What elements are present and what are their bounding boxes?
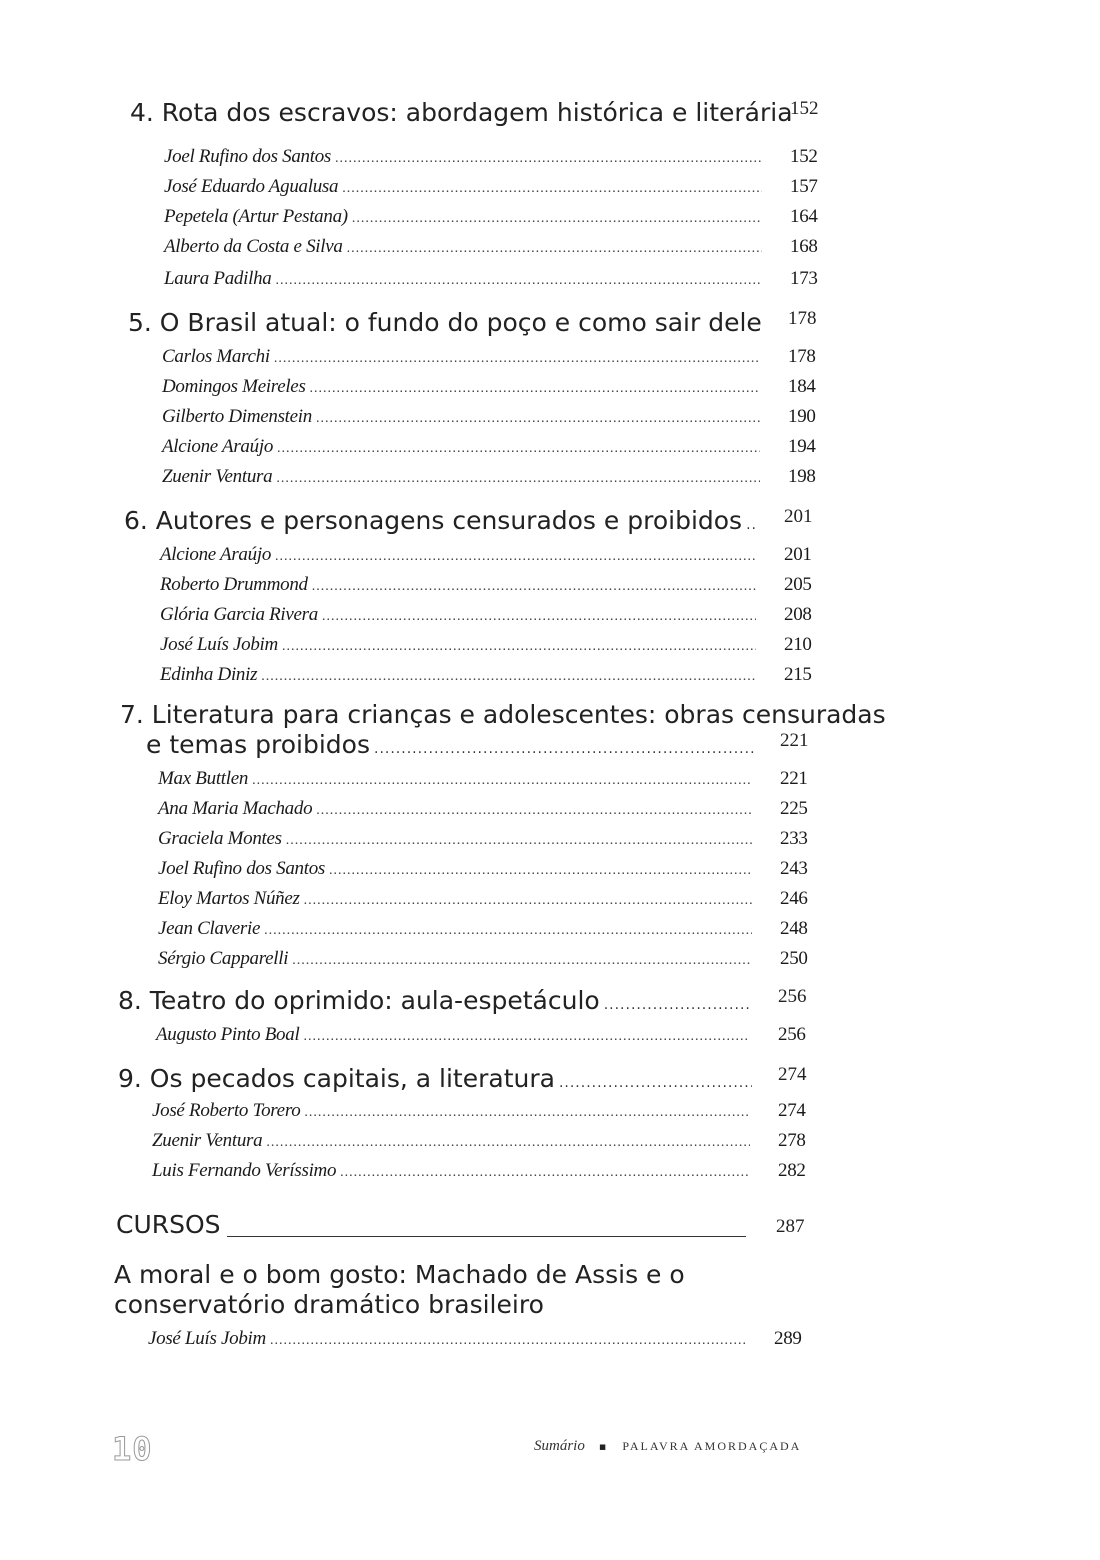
page-number: 208 <box>784 604 812 625</box>
section-title: 6. Autores e personagens censurados e proibidos <box>124 506 743 535</box>
author-name: Glória Garcia Rivera <box>160 604 318 625</box>
page-number: 248 <box>780 918 808 939</box>
dot-leader <box>322 609 756 625</box>
page-number: 201 <box>784 506 813 527</box>
page-number: 274 <box>778 1064 807 1085</box>
toc-author-entry[interactable] <box>152 1100 806 1122</box>
toc-author-entry[interactable] <box>160 544 812 566</box>
dot-leader <box>303 1029 750 1045</box>
author-name: Alcione Araújo <box>160 544 272 565</box>
page-number: 250 <box>780 948 808 969</box>
page-number: 201 <box>784 544 812 565</box>
author-name: José Roberto Torero <box>152 1100 301 1121</box>
toc-author-entry[interactable] <box>156 1024 806 1046</box>
author-name: Gilberto Dimenstein <box>162 406 312 427</box>
toc-author-entry[interactable] <box>158 948 808 970</box>
toc-author-entry[interactable] <box>158 828 808 850</box>
dot-leader <box>264 923 752 939</box>
dot-leader <box>316 803 752 819</box>
page-number: 225 <box>780 798 808 819</box>
page-number: 256 <box>778 1024 806 1045</box>
page-number: 164 <box>790 206 818 227</box>
page-number: 178 <box>788 308 817 329</box>
author-name: Eloy Martos Núñez <box>158 888 300 909</box>
author-name: Pepetela (Artur Pestana) <box>164 206 348 227</box>
toc-section-6[interactable] <box>124 506 813 535</box>
author-name: Augusto Pinto Boal <box>156 1024 300 1045</box>
page-number: 246 <box>780 888 808 909</box>
dot-leader <box>374 741 754 757</box>
toc-section-5[interactable] <box>128 308 817 337</box>
page-number: 198 <box>788 466 816 487</box>
author-name: Alberto da Costa e Silva <box>164 236 343 257</box>
dot-leader <box>310 381 760 397</box>
dot-leader <box>282 639 756 655</box>
folio-page-number: 10 <box>112 1430 153 1468</box>
dot-leader <box>340 1165 750 1181</box>
page-number: 205 <box>784 574 812 595</box>
page-number: 210 <box>784 634 812 655</box>
section-title: 9. Os pecados capitais, a literatura <box>118 1064 555 1093</box>
dot-leader <box>270 1333 746 1349</box>
toc-author-entry[interactable] <box>164 176 818 198</box>
toc-author-entry[interactable] <box>160 664 812 686</box>
author-name: Alcione Araújo <box>162 436 274 457</box>
toc-author-entry[interactable] <box>158 888 808 910</box>
page-number: 152 <box>790 146 818 167</box>
page-number: 178 <box>788 346 816 367</box>
toc-author-entry[interactable] <box>160 574 812 596</box>
author-name: Carlos Marchi <box>162 346 270 367</box>
toc-author-entry[interactable] <box>164 146 818 168</box>
section-title: 4. Rota dos escravos: abordagem histórica e literária <box>130 98 793 127</box>
toc-author-entry[interactable] <box>162 436 816 458</box>
page-number: 289 <box>774 1328 802 1349</box>
dot-leader <box>329 863 752 879</box>
toc-author-entry[interactable] <box>162 466 816 488</box>
running-footer <box>534 1438 801 1455</box>
author-name: Roberto Drummond <box>160 574 308 595</box>
dot-leader <box>352 211 762 227</box>
footer-separator: ▪ <box>598 1440 607 1453</box>
section-title: 5. O Brasil atual: o fundo do poço e como sair dele <box>128 308 762 337</box>
section-title: e temas proibidos <box>146 730 370 759</box>
toc-section-7[interactable] <box>146 730 809 759</box>
page-number: 157 <box>790 176 818 197</box>
page-number: 168 <box>790 236 818 257</box>
dot-leader <box>261 669 756 685</box>
dot-leader <box>559 1075 752 1091</box>
dot-leader <box>275 273 762 289</box>
dot-leader <box>274 351 760 367</box>
toc-section-7-title-line1[interactable]: 7. Literatura para crianças e adolescentes: obras censuradas <box>120 700 886 729</box>
dot-leader <box>342 181 762 197</box>
author-name: José Eduardo Agualusa <box>164 176 339 197</box>
toc-section-8[interactable] <box>118 986 807 1015</box>
toc-author-entry[interactable] <box>152 1130 806 1152</box>
page-number: 221 <box>780 730 809 751</box>
toc-author-entry[interactable] <box>158 768 808 790</box>
toc-section-4[interactable] <box>130 98 819 127</box>
page-number: 282 <box>778 1160 806 1181</box>
toc-curso-title-line1[interactable]: A moral e o bom gosto: Machado de Assis e o <box>114 1260 685 1289</box>
dot-leader <box>347 241 762 257</box>
author-name: Domingos Meireles <box>162 376 306 397</box>
cursos-rule <box>227 1236 746 1237</box>
toc-section-9[interactable] <box>118 1064 807 1093</box>
page-number: 221 <box>780 768 808 789</box>
toc-author-entry[interactable] <box>160 604 812 626</box>
page-number: 173 <box>790 268 818 289</box>
dot-leader <box>286 833 752 849</box>
toc-author-entry[interactable] <box>158 798 808 820</box>
dot-leader <box>252 773 752 789</box>
author-name: Sérgio Capparelli <box>158 948 289 969</box>
page-number: 190 <box>788 406 816 427</box>
dot-leader <box>277 441 760 457</box>
toc-author-entry[interactable] <box>164 268 818 290</box>
author-name: Graciela Montes <box>158 828 282 849</box>
toc-author-entry[interactable] <box>164 206 818 228</box>
page-number: 278 <box>778 1130 806 1151</box>
author-name: Luis Fernando Veríssimo <box>152 1160 337 1181</box>
author-name: Laura Padilha <box>164 268 272 289</box>
page-number: 243 <box>780 858 808 879</box>
page-number: 233 <box>780 828 808 849</box>
dot-leader <box>335 151 762 167</box>
dot-leader <box>316 411 760 427</box>
toc-author-entry[interactable] <box>148 1328 802 1350</box>
author-name: José Luís Jobim <box>160 634 278 655</box>
toc-author-entry[interactable] <box>152 1160 806 1182</box>
toc-author-entry[interactable] <box>162 406 816 428</box>
toc-author-entry[interactable] <box>162 376 816 398</box>
author-name: José Luís Jobim <box>148 1328 266 1349</box>
dot-leader <box>292 953 752 969</box>
page-number: 287 <box>776 1216 805 1237</box>
section-title: 8. Teatro do oprimido: aula-espetáculo <box>118 986 600 1015</box>
author-name: Zuenir Ventura <box>152 1130 263 1151</box>
author-name: Max Buttlen <box>158 768 249 789</box>
dot-leader <box>746 517 758 533</box>
page-number: 215 <box>784 664 812 685</box>
page-number: 194 <box>788 436 816 457</box>
author-name: Joel Rufino dos Santos <box>158 858 326 879</box>
toc-cursos-heading[interactable] <box>116 1210 805 1239</box>
dot-leader <box>304 893 752 909</box>
author-name: Ana Maria Machado <box>158 798 313 819</box>
toc-curso-title-line2[interactable]: conservatório dramático brasileiro <box>114 1290 544 1319</box>
author-name: Edinha Diniz <box>160 664 258 685</box>
dot-leader <box>312 579 756 595</box>
toc-author-entry[interactable] <box>158 918 808 940</box>
page-number: 152 <box>790 98 819 119</box>
toc-author-entry[interactable] <box>158 858 808 880</box>
toc-author-entry[interactable] <box>164 236 818 258</box>
page-number: 256 <box>778 986 807 1007</box>
dot-leader <box>266 1135 750 1151</box>
dot-leader <box>304 1105 750 1121</box>
dot-leader <box>276 471 760 487</box>
toc-author-entry[interactable] <box>162 346 816 368</box>
author-name: Zuenir Ventura <box>162 466 273 487</box>
author-name: Jean Claverie <box>158 918 261 939</box>
running-footer-book-title: PALAVRA AMORDAÇADA <box>622 1439 802 1453</box>
author-name: Joel Rufino dos Santos <box>164 146 332 167</box>
page-number: 274 <box>778 1100 806 1121</box>
toc-author-entry[interactable] <box>160 634 812 656</box>
dot-leader <box>604 997 752 1013</box>
running-footer-section: Sumário <box>534 1438 585 1454</box>
page-number: 184 <box>788 376 816 397</box>
dot-leader <box>275 549 756 565</box>
cursos-label: CURSOS <box>116 1210 221 1239</box>
